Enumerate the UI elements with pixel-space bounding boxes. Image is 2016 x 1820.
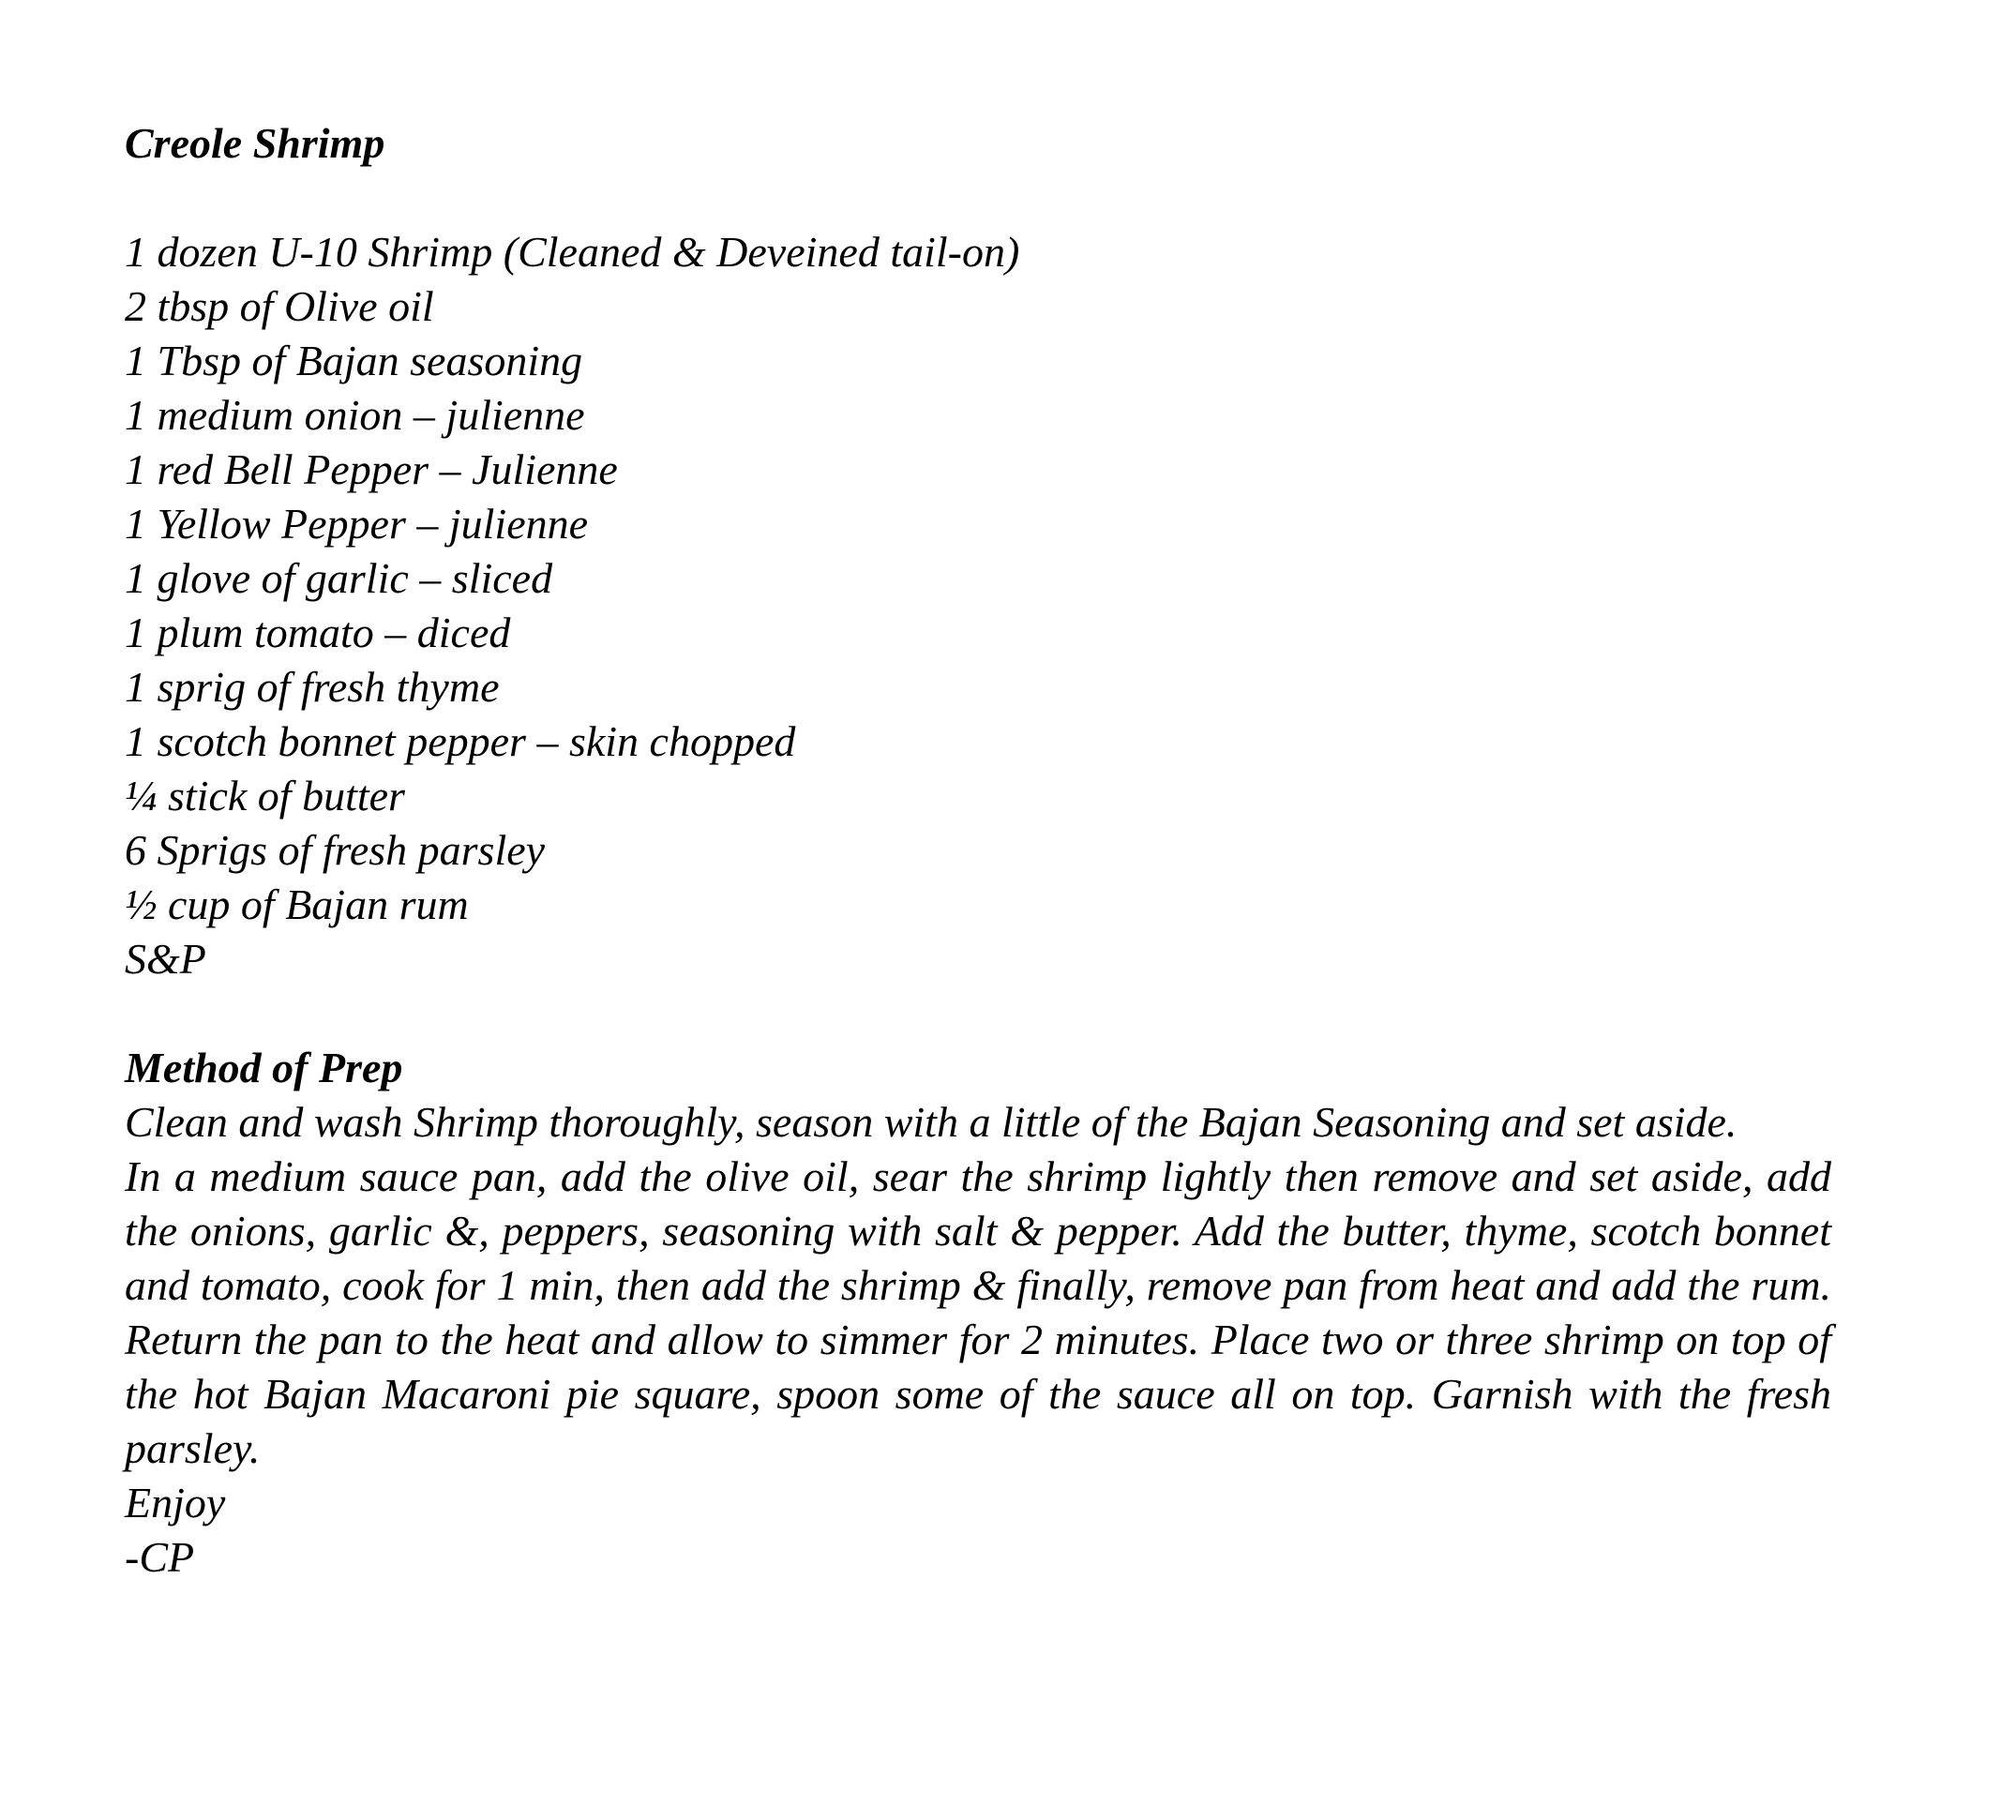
recipe-title: Creole Shrimp (125, 119, 385, 167)
ingredient-item: ¼ stick of butter (125, 772, 405, 820)
ingredient-item: ½ cup of Bajan rum (125, 880, 469, 928)
ingredient-item: 2 tbsp of Olive oil (125, 282, 434, 330)
ingredient-item: 1 dozen U-10 Shrimp (Cleaned & Deveined tail-on) (125, 228, 1020, 276)
ingredient-item: 1 scotch bonnet pepper – skin chopped (125, 717, 796, 765)
ingredient-list (125, 225, 1831, 986)
ingredient-item: 1 glove of garlic – sliced (125, 554, 553, 602)
ingredient-item: 1 medium onion – julienne (125, 391, 585, 439)
spacer (125, 171, 1831, 225)
spacer (125, 986, 1831, 1041)
method-heading: Method of Prep (125, 1044, 403, 1091)
ingredient-item: 1 red Bell Pepper – Julienne (125, 445, 618, 493)
ingredient-item: 1 sprig of fresh thyme (125, 663, 500, 711)
method-paragraph: In a medium sauce pan, add the olive oil, sear the shrimp lightly then remove and set aside, add the onions, garlic &, peppers, seasoning with salt & pepper. Add the butter, thyme, scotch bonnet and tomato, cook for 1 min, then add the shrimp & finally, remove pan from heat and add the rum. Return the pan to the heat and allow to simmer for 2 minutes. Place two or three shrimp on top of the hot Bajan Macaroni pie square, spoon some of the sauce all on top. Garnish with the fresh parsley. (125, 1152, 1831, 1472)
method-paragraph: Clean and wash Shrimp thoroughly, season with a little of the Bajan Seasoning and set aside. (125, 1098, 1738, 1146)
method-section (125, 1041, 1831, 1476)
signature: -CP (125, 1533, 195, 1581)
ingredient-item: 1 Yellow Pepper – julienne (125, 500, 589, 548)
ingredient-item: 1 plum tomato – diced (125, 609, 511, 656)
recipe-document (125, 116, 1831, 1585)
closing-text: Enjoy (125, 1479, 226, 1527)
ingredient-item: 6 Sprigs of fresh parsley (125, 826, 546, 874)
ingredient-item: S&P (125, 935, 206, 983)
ingredient-item: 1 Tbsp of Bajan seasoning (125, 337, 583, 384)
